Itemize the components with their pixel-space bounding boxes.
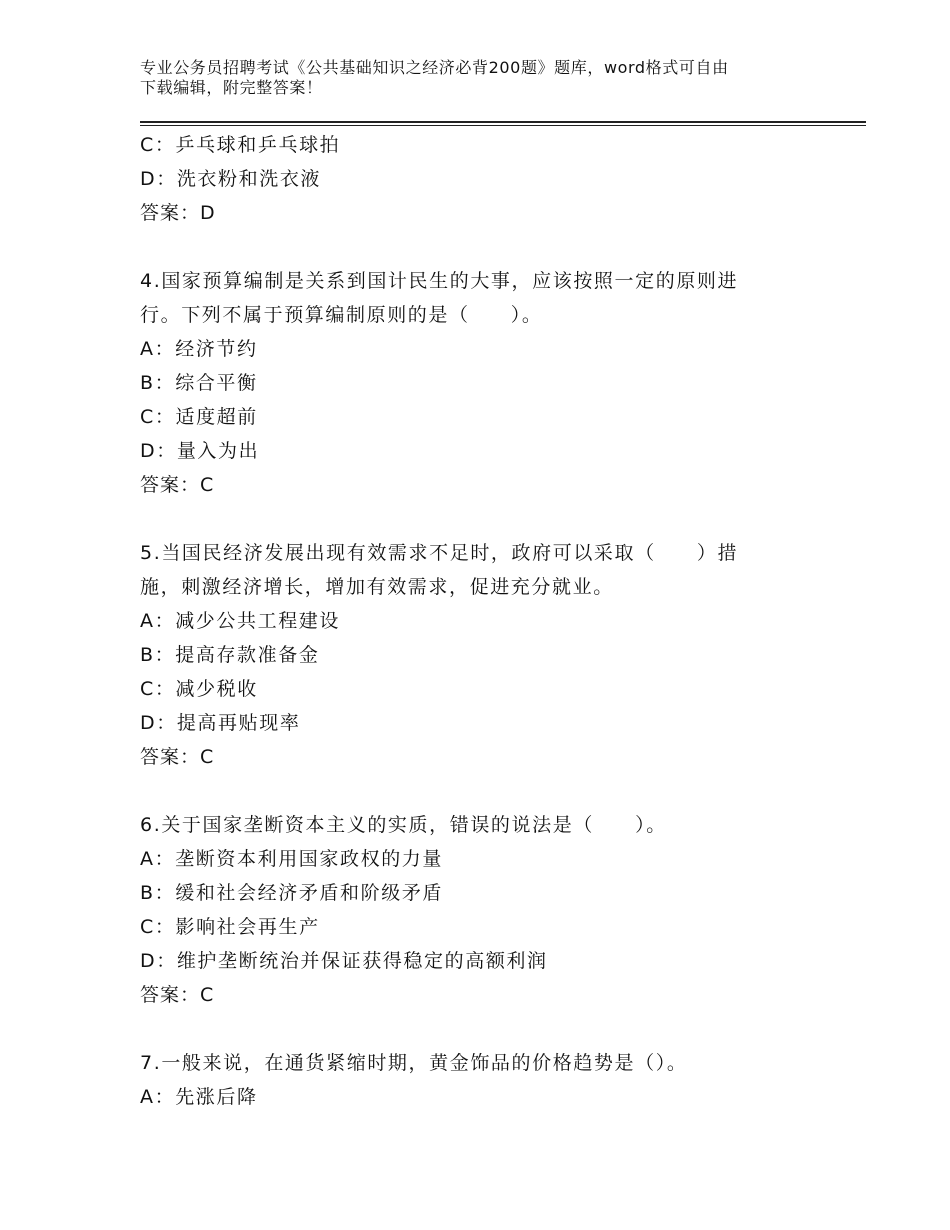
carryover-block (140, 128, 790, 230)
question-6 (140, 808, 790, 1012)
question-7 (140, 1046, 790, 1114)
question-list (140, 128, 790, 1114)
question-text: 6.关于国家垄断资本主义的实质，错误的说法是（ ）。 (140, 814, 667, 836)
option-a: A：经济节约 (140, 338, 258, 360)
question-text-cont: 行。下列不属于预算编制原则的是（ ）。 (140, 304, 543, 326)
header-rule-thick (140, 121, 866, 123)
option-c: C：乒乓球和乒乓球拍 (140, 134, 341, 156)
header-rule-thin (140, 125, 866, 126)
option-d: D：维护垄断统治并保证获得稳定的高额利润 (140, 950, 548, 972)
question-5 (140, 536, 790, 774)
option-c: C：影响社会再生产 (140, 916, 320, 938)
answer: 答案：D (140, 202, 216, 224)
answer: 答案：C (140, 984, 215, 1006)
answer: 答案：C (140, 474, 215, 496)
option-b: B：缓和社会经济矛盾和阶级矛盾 (140, 882, 444, 904)
option-a: A：减少公共工程建设 (140, 610, 340, 632)
question-4 (140, 264, 790, 502)
option-c: C：适度超前 (140, 406, 258, 428)
question-text: 5.当国民经济发展出现有效需求不足时，政府可以采取（ ）措 (140, 542, 739, 564)
option-d: D：洗衣粉和洗衣液 (140, 168, 322, 190)
question-text: 7.一般来说，在通货紧缩时期，黄金饰品的价格趋势是（）。 (140, 1052, 688, 1074)
option-a: A：垄断资本利用国家政权的力量 (140, 848, 443, 870)
question-text-cont: 施，刺激经济增长，增加有效需求，促进充分就业。 (140, 576, 614, 598)
header-line-1: 专业公务员招聘考试《公共基础知识之经济必背200题》题库，word格式可自由 (140, 58, 729, 77)
option-d: D：量入为出 (140, 440, 260, 462)
option-a: A：先涨后降 (140, 1086, 258, 1108)
option-b: B：综合平衡 (140, 372, 258, 394)
page-header (140, 58, 810, 98)
option-b: B：提高存款准备金 (140, 644, 320, 666)
option-d: D：提高再贴现率 (140, 712, 301, 734)
option-c: C：减少税收 (140, 678, 258, 700)
header-line-2: 下载编辑，附完整答案！ (140, 78, 323, 97)
answer: 答案：C (140, 746, 215, 768)
question-text: 4.国家预算编制是关系到国计民生的大事，应该按照一定的原则进 (140, 270, 739, 292)
